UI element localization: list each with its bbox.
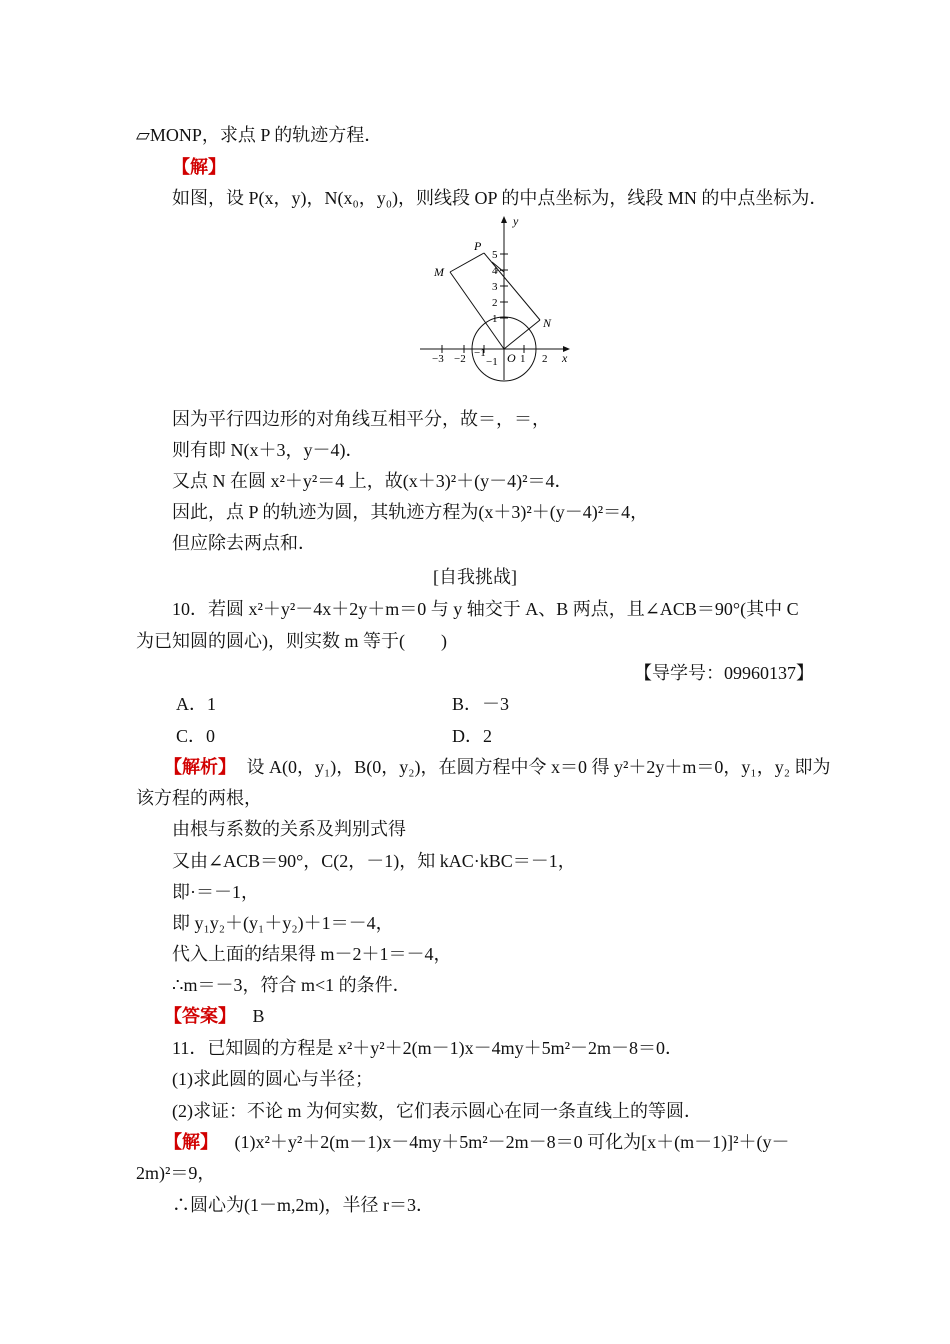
question-11-part: (2)求证：不论 m 为何实数，它们表示圆心在同一条直线上的等圆． bbox=[172, 1101, 702, 1121]
point-n-label: N bbox=[543, 316, 552, 330]
solution-line: 则有即 N(x＋3，y－4)． bbox=[172, 440, 364, 460]
x-tick-label: 1 bbox=[520, 353, 526, 365]
analysis-line: 即·＝－1， bbox=[172, 882, 259, 902]
y-tick-label: 3 bbox=[492, 281, 498, 293]
question-11-part: (1)求此圆的圆心与半径； bbox=[172, 1069, 373, 1089]
analysis-line: 代入上面的结果得 m－2＋1＝－4， bbox=[172, 944, 452, 964]
section-title: [自我挑战] bbox=[433, 567, 517, 587]
question-11-line: 11．已知圆的方程是 x²＋y²＋2(m－1)x－4my＋5m²－2m－8＝0． bbox=[172, 1038, 684, 1058]
question-10-line: 10．若圆 x²＋y²－4x＋2y＋m＝0 与 y 轴交于 A、B 两点，且∠ACB＝90°(其中 C bbox=[172, 599, 799, 619]
solution-line: 因此，点 P 的轨迹为圆，其轨迹方程为(x＋3)²＋(y－4)²＝4， bbox=[172, 502, 649, 522]
analysis-line: 该方程的两根， bbox=[136, 788, 262, 808]
guide-number: 【导学号：09960137】 bbox=[634, 663, 814, 683]
coordinate-figure bbox=[412, 212, 578, 382]
y-axis-label: y bbox=[513, 214, 519, 228]
solution2-line: 2m)²＝9， bbox=[136, 1163, 216, 1183]
analysis-line: ∴m＝－3，符合 m<1 的条件． bbox=[172, 975, 411, 995]
continued-question: ▱MONP，求点 P 的轨迹方程． bbox=[136, 125, 383, 145]
x-tick-label: −1 bbox=[474, 347, 486, 359]
option-c: C．0 bbox=[176, 726, 216, 746]
point-m-label: M bbox=[434, 265, 444, 279]
y-tick-label: −1 bbox=[486, 356, 498, 368]
option-b: B．－3 bbox=[452, 694, 510, 714]
answer-value: B bbox=[252, 1006, 265, 1026]
x-tick-label: 2 bbox=[542, 353, 548, 365]
analysis-line: 由根与系数的关系及判别式得 bbox=[172, 819, 406, 839]
y-tick-label: 4 bbox=[492, 265, 498, 277]
solution-line: 如图，设 P(x，y)，N(x₀，y₀)，则线段 OP 的中点坐标为，线段 MN 的中点坐标为． bbox=[172, 188, 828, 208]
option-d: D．2 bbox=[452, 726, 492, 746]
solution2-text: (1)x²＋y²＋2(m－1)x－4my＋5m²－2m－8＝0 可化为[x＋(m－1)]²＋(y－ bbox=[234, 1132, 790, 1152]
y-tick-label: 2 bbox=[492, 297, 498, 309]
y-tick-label: 1 bbox=[492, 313, 498, 325]
solution-line: 又点 N 在圆 x²＋y²＝4 上，故(x＋3)²＋(y－4)²＝4． bbox=[172, 471, 573, 491]
answer-tag: 【答案】 bbox=[164, 1006, 236, 1026]
point-p-label: P bbox=[474, 239, 482, 253]
analysis-text: 设 A(0，y₁)，B(0，y₂)，在圆方程中令 x＝0 得 y²＋2y＋m＝0，y₁，y₂ 即为 bbox=[246, 757, 831, 777]
answer-line bbox=[164, 1005, 265, 1027]
y-tick-label: 5 bbox=[492, 249, 498, 261]
solution-line: 因为平行四边形的对角线互相平分，故＝，＝， bbox=[172, 409, 550, 429]
analysis-first-line bbox=[164, 756, 830, 778]
solution2-line: ∴圆心为(1－m,2m)，半径 r＝3． bbox=[172, 1195, 434, 1215]
origin-label: O bbox=[507, 351, 516, 365]
x-tick-label: −2 bbox=[454, 353, 466, 365]
x-tick-label: −3 bbox=[432, 353, 444, 365]
analysis-tag: 【解析】 bbox=[164, 757, 236, 777]
x-axis-label: x bbox=[562, 351, 568, 365]
analysis-line: 又由∠ACB＝90°，C(2，－1)，知 kAC·kBC＝－1， bbox=[172, 851, 576, 871]
solution-tag: 【解】 bbox=[172, 157, 226, 177]
analysis-line: 即 y₁y₂＋(y₁＋y₂)＋1＝－4， bbox=[172, 913, 394, 933]
solution2-tag: 【解】 bbox=[164, 1132, 218, 1152]
question-10-line: 为已知圆的圆心)，则实数 m 等于( ) bbox=[136, 631, 447, 651]
solution-line: 但应除去两点和． bbox=[172, 533, 316, 553]
solution2-first-line bbox=[164, 1131, 790, 1153]
option-a: A．1 bbox=[176, 694, 216, 714]
